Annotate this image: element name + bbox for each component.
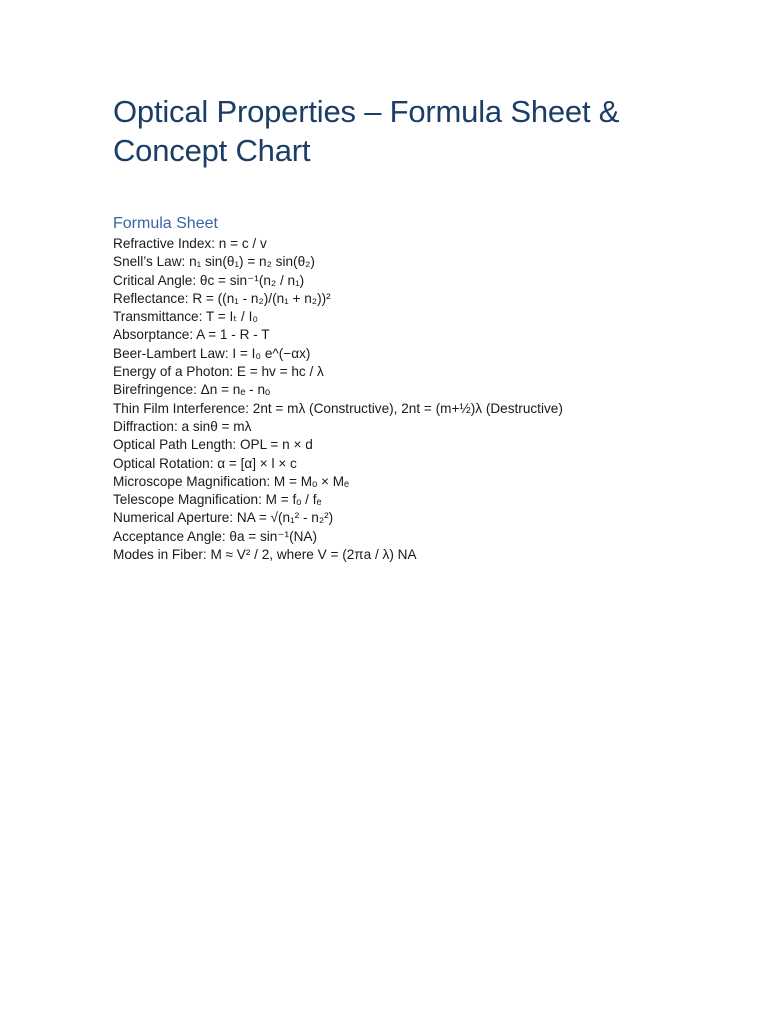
formula-reflectance: Reflectance: R = ((n₁ - n₂)/(n₁ + n₂))² bbox=[113, 290, 331, 306]
formula-telescope-magnification: Telescope Magnification: M = fₒ / fₑ bbox=[113, 492, 322, 508]
formula-numerical-aperture: Numerical Aperture: NA = √(n₁² - n₂²) bbox=[113, 510, 334, 526]
formula-absorptance: Absorptance: A = 1 - R - T bbox=[113, 327, 270, 343]
formula-birefringence: Birefringence: Δn = nₑ - nₒ bbox=[113, 382, 271, 398]
formula-photon-energy: Energy of a Photon: E = hv = hc / λ bbox=[113, 364, 324, 380]
formula-beer-lambert: Beer-Lambert Law: I = I₀ e^(−αx) bbox=[113, 345, 311, 361]
formula-thin-film: Thin Film Interference: 2nt = mλ (Constructive), 2nt = (m+½)λ (Destructive) bbox=[113, 400, 563, 416]
formula-acceptance-angle: Acceptance Angle: θa = sin⁻¹(NA) bbox=[113, 528, 318, 544]
formula-critical-angle: Critical Angle: θc = sin⁻¹(n₂ / n₁) bbox=[113, 272, 305, 288]
formula-list bbox=[113, 235, 673, 564]
page-title: Optical Properties – Formula Sheet & Concept Chart bbox=[113, 94, 620, 168]
formula-snells-law: Snell’s Law: n₁ sin(θ₁) = n₂ sin(θ₂) bbox=[113, 254, 315, 270]
formula-optical-rotation: Optical Rotation: α = [α] × l × c bbox=[113, 455, 297, 471]
formula-transmittance: Transmittance: T = Iₜ / I₀ bbox=[113, 309, 259, 325]
formula-diffraction: Diffraction: a sinθ = mλ bbox=[113, 418, 252, 434]
formula-refractive-index: Refractive Index: n = c / v bbox=[113, 236, 267, 251]
document-page bbox=[113, 92, 673, 564]
section-heading-formula-sheet: Formula Sheet bbox=[113, 215, 218, 232]
formula-microscope-magnification: Microscope Magnification: M = Mₒ × Mₑ bbox=[113, 473, 350, 489]
formula-fiber-modes: Modes in Fiber: M ≈ V² / 2, where V = (2πa / λ) NA bbox=[113, 547, 417, 563]
formula-optical-path-length: Optical Path Length: OPL = n × d bbox=[113, 437, 313, 453]
